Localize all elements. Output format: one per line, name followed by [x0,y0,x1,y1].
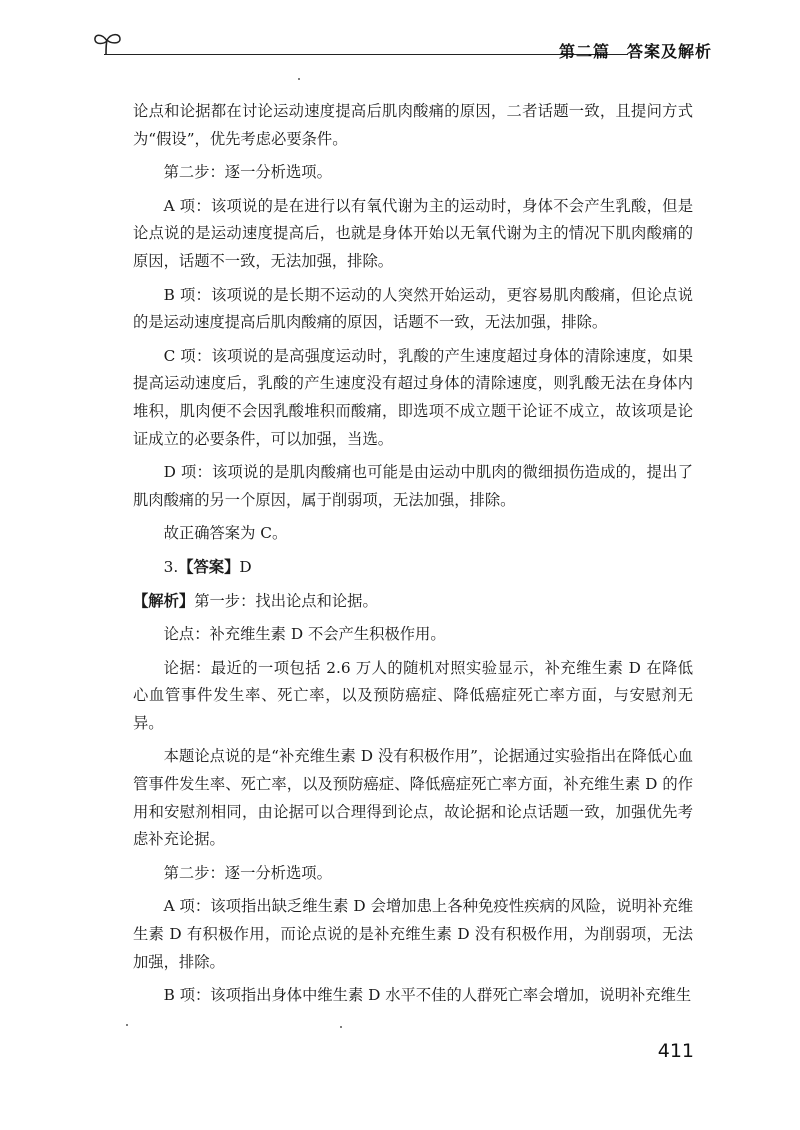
answer-label: 【答案】 [178,557,240,576]
analysis-line [133,588,693,616]
analysis-label: 【解析】 [133,591,195,610]
paragraph: 论点和论据都在讨论运动速度提高后肌肉酸痛的原因，二者话题一致，且提问方式为“假设”，优先考虑必要条件。 [133,102,693,148]
paragraph: 故正确答案为 C。 [163,524,288,543]
answer-line [133,554,693,582]
running-header [92,30,712,70]
header-title: 第二篇 答案及解析 [558,42,712,61]
paragraph: A 项：该项指出缺乏维生素 D 会增加患上各种免疫性疾病的风险，说明补充维生素 D 有积极作用，而论点说的是补充维生素 D 没有积极作用，为削弱项，无法加强，排除。 [133,897,693,971]
paragraph: 第二步：逐一分析选项。 [163,163,332,182]
paragraph: 论据：最近的一项包括 2.6 万人的随机对照实验显示，补充维生素 D 在降低心血管事件发生率、死亡率，以及预防癌症、降低癌症死亡率方面，与安慰剂无异。 [133,658,693,732]
scan-speck [298,78,300,80]
header-rule [104,54,628,55]
paragraph: D 项：该项说的是肌肉酸痛也可能是由运动中肌肉的微细损伤造成的，提出了肌肉酸痛的另一个原因，属于削弱项，无法加强，排除。 [133,463,693,509]
paragraph: 第二步：逐一分析选项。 [163,863,332,882]
page-number: 411 [657,1040,694,1062]
analysis-text: 第一步：找出论点和论据。 [194,591,378,610]
answer-value: D [239,557,252,576]
paragraph: C 项：该项说的是高强度运动时，乳酸的产生速度超过身体的清除速度，如果提高运动速度后，乳酸的产生速度没有超过身体的清除速度，则乳酸无法在身体内堆积，肌肉便不会因乳酸堆积而酸痛，即选项不成立题干论证不成立，故该项是论证成立的必要条件，可以加强，当选。 [133,346,693,448]
page-content [133,98,693,1016]
scan-speck [340,1026,342,1028]
paragraph: 本题论点说的是“补充维生素 D 没有积极作用”，论据通过实验指出在降低心血管事件发生率、死亡率，以及预防癌症、降低癌症死亡率方面，补充维生素 D 的作用和安慰剂相同，由论据可以合理得到论点，故论据和论点话题一致，加强优先考虑补充论据。 [133,747,693,849]
scan-speck [126,1024,128,1026]
paragraph: B 项：该项指出身体中维生素 D 水平不佳的人群死亡率会增加，说明补充维生 [163,986,692,1005]
paragraph: B 项：该项说的是长期不运动的人突然开始运动，更容易肌肉酸痛，但论点说的是运动速度提高后肌肉酸痛的原因，话题不一致，无法加强，排除。 [133,285,693,332]
paragraph: A 项：该项说的是在进行以有氧代谢为主的运动时，身体不会产生乳酸，但是论点说的是运动速度提高后，也就是身体开始以无氧代谢为主的情况下肌肉酸痛的原因，话题不一致，无法加强，排除。 [133,196,693,270]
paragraph: 论点：补充维生素 D 不会产生积极作用。 [163,625,446,644]
question-number: 3. [163,557,179,576]
sprout-icon [92,30,124,56]
